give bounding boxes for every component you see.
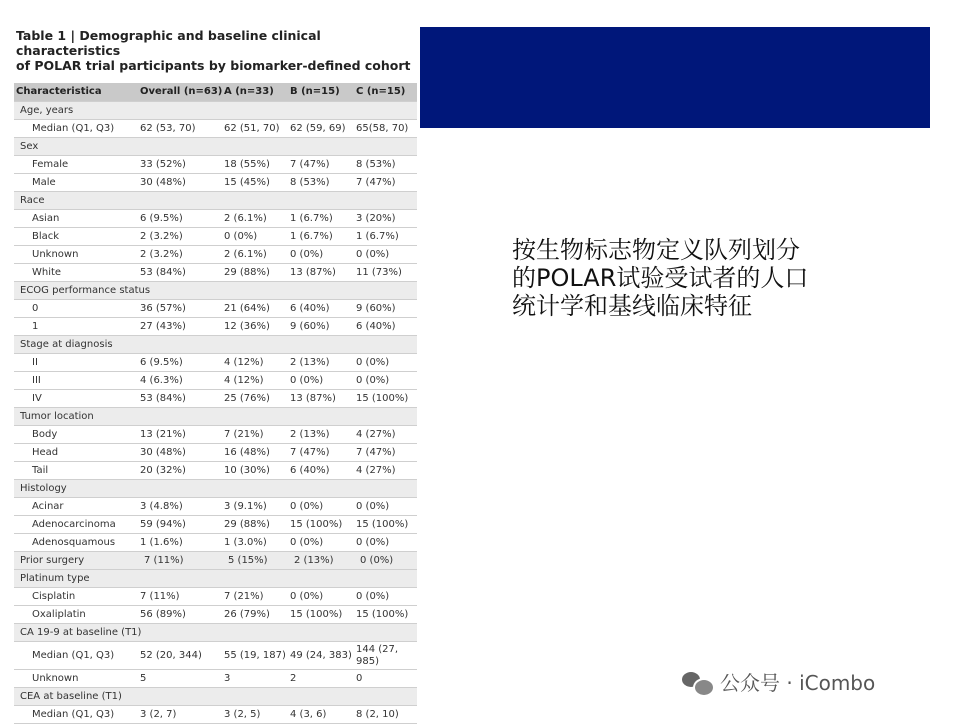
table-cell: Race: [14, 192, 417, 210]
table-cell: 6 (40%): [288, 462, 354, 480]
table-cell: 7 (47%): [288, 156, 354, 174]
watermark-text: 公众号 · iCombo: [720, 671, 876, 695]
table-cell: 9 (60%): [288, 318, 354, 336]
table-cell: 15 (45%): [222, 174, 288, 192]
table-cell: White: [14, 264, 138, 282]
table-cell: 27 (43%): [138, 318, 222, 336]
table-cell: CEA at baseline (T1): [14, 688, 417, 706]
table-cell: Tumor location: [14, 408, 417, 426]
table-cell: 6 (40%): [354, 318, 417, 336]
table-cell: 0 (0%): [354, 246, 417, 264]
table-row: [14, 138, 417, 156]
table-cell: 3 (4.8%): [138, 498, 222, 516]
table-title: Table 1 | Demographic and baseline clinical characteristics of POLAR trial participants by biomarker-defined cohort: [16, 28, 411, 73]
table-cell: 7 (21%): [222, 426, 288, 444]
table-cell: 13 (87%): [288, 264, 354, 282]
table-row: [14, 120, 417, 138]
table-cell: 1 (6.7%): [288, 210, 354, 228]
table-cell: 12 (36%): [222, 318, 288, 336]
table-cell: 3 (20%): [354, 210, 417, 228]
table-row: [14, 246, 417, 264]
table-cell: Adenocarcinoma: [14, 516, 138, 534]
table-cell: 0 (0%): [354, 588, 417, 606]
table-row: [14, 264, 417, 282]
table-cell: 0 (0%): [288, 372, 354, 390]
table-row: [14, 606, 417, 624]
table-cell: 0 (0%): [354, 354, 417, 372]
table-cell: 4 (27%): [354, 462, 417, 480]
table-row: [14, 228, 417, 246]
header-overall: Overall (n=63): [138, 83, 222, 102]
table-cell: 30 (48%): [138, 444, 222, 462]
table-cell: Male: [14, 174, 138, 192]
table-cell: II: [14, 354, 138, 372]
table-cell: 7 (11%): [138, 552, 222, 570]
table-cell: 0 (0%): [354, 498, 417, 516]
table-cell: 26 (79%): [222, 606, 288, 624]
watermark: [682, 667, 875, 696]
table-cell: 6 (40%): [288, 300, 354, 318]
table-cell: Median (Q1, Q3): [14, 642, 138, 670]
table-cell: Unknown: [14, 670, 138, 688]
table-cell: 62 (53, 70): [138, 120, 222, 138]
table-cell: 8 (2, 10): [354, 706, 417, 724]
table-cell: 11 (73%): [354, 264, 417, 282]
table-cell: 8 (53%): [354, 156, 417, 174]
table-cell: Median (Q1, Q3): [14, 120, 138, 138]
table-cell: 7 (47%): [354, 174, 417, 192]
table-cell: 10 (30%): [222, 462, 288, 480]
table-cell: 4 (3, 6): [288, 706, 354, 724]
table-cell: 65(58, 70): [354, 120, 417, 138]
table-cell: 8 (53%): [288, 174, 354, 192]
table-cell: 0 (0%): [354, 534, 417, 552]
table-cell: 0 (0%): [354, 372, 417, 390]
table-cell: 15 (100%): [354, 390, 417, 408]
table-row: [14, 462, 417, 480]
table-row: [14, 102, 417, 120]
table-cell: 20 (32%): [138, 462, 222, 480]
table-cell: 0 (0%): [288, 588, 354, 606]
table-row: [14, 408, 417, 426]
table-row: [14, 552, 417, 570]
table-panel: [14, 28, 417, 724]
table-cell: Adenosquamous: [14, 534, 138, 552]
table-cell: 6 (9.5%): [138, 354, 222, 372]
table-row: [14, 498, 417, 516]
table-cell: Platinum type: [14, 570, 417, 588]
table-cell: 3 (2, 5): [222, 706, 288, 724]
table-cell: 1: [14, 318, 138, 336]
table-cell: 59 (94%): [138, 516, 222, 534]
chinese-caption: 按生物标志物定义队列划分的POLAR试验受试者的人口统计学和基线临床特征: [512, 236, 809, 320]
table-cell: 29 (88%): [222, 516, 288, 534]
table-cell: Prior surgery: [14, 552, 138, 570]
table-cell: 15 (100%): [354, 606, 417, 624]
table-row: [14, 516, 417, 534]
table-cell: 49 (24, 383): [288, 642, 354, 670]
table-cell: IV: [14, 390, 138, 408]
table-cell: 2 (3.2%): [138, 228, 222, 246]
table-row: [14, 210, 417, 228]
table-cell: 21 (64%): [222, 300, 288, 318]
table-row: [14, 192, 417, 210]
table-row: [14, 706, 417, 724]
table-cell: 62 (59, 69): [288, 120, 354, 138]
table-cell: 0 (0%): [288, 498, 354, 516]
table-cell: 0 (0%): [222, 228, 288, 246]
table-cell: 5: [138, 670, 222, 688]
table-cell: Head: [14, 444, 138, 462]
table-cell: 2 (13%): [288, 354, 354, 372]
table-cell: 33 (52%): [138, 156, 222, 174]
table-cell: 29 (88%): [222, 264, 288, 282]
table-cell: 0 (0%): [288, 534, 354, 552]
table-cell: 7 (21%): [222, 588, 288, 606]
table-cell: 52 (20, 344): [138, 642, 222, 670]
table-cell: Cisplatin: [14, 588, 138, 606]
table-row: [14, 300, 417, 318]
table-cell: 13 (87%): [288, 390, 354, 408]
table-cell: 9 (60%): [354, 300, 417, 318]
table-cell: Median (Q1, Q3): [14, 706, 138, 724]
table-cell: Black: [14, 228, 138, 246]
table-cell: 7 (47%): [354, 444, 417, 462]
table-cell: Unknown: [14, 246, 138, 264]
table-cell: 62 (51, 70): [222, 120, 288, 138]
table-cell: 0 (0%): [354, 552, 417, 570]
table-cell: 15 (100%): [288, 516, 354, 534]
table-cell: 53 (84%): [138, 264, 222, 282]
table-cell: 0: [14, 300, 138, 318]
header-cohort-c: C (n=15): [354, 83, 417, 102]
table-cell: Oxaliplatin: [14, 606, 138, 624]
table-cell: 30 (48%): [138, 174, 222, 192]
table-cell: 3: [222, 670, 288, 688]
table-row: [14, 642, 417, 670]
table-cell: 1 (3.0%): [222, 534, 288, 552]
header-cohort-b: B (n=15): [288, 83, 354, 102]
table-body: [14, 102, 417, 724]
table-row: [14, 688, 417, 706]
table-cell: 144 (27, 985): [354, 642, 417, 670]
table-cell: 1 (6.7%): [288, 228, 354, 246]
table-row: [14, 156, 417, 174]
table-cell: Tail: [14, 462, 138, 480]
table-cell: Acinar: [14, 498, 138, 516]
table-row: [14, 670, 417, 688]
table-cell: 4 (6.3%): [138, 372, 222, 390]
table-cell: 4 (27%): [354, 426, 417, 444]
table-cell: 3 (2, 7): [138, 706, 222, 724]
table-cell: 56 (89%): [138, 606, 222, 624]
table-cell: 15 (100%): [288, 606, 354, 624]
table-row: [14, 354, 417, 372]
table-row: [14, 480, 417, 498]
table-row: [14, 624, 417, 642]
header-characteristic: Characteristica: [14, 83, 138, 102]
table-cell: 55 (19, 187): [222, 642, 288, 670]
table-cell: Age, years: [14, 102, 417, 120]
table-cell: 3 (9.1%): [222, 498, 288, 516]
table-cell: 5 (15%): [222, 552, 288, 570]
table-row: [14, 570, 417, 588]
table-cell: ECOG performance status: [14, 282, 417, 300]
table-cell: 2 (3.2%): [138, 246, 222, 264]
table-cell: 6 (9.5%): [138, 210, 222, 228]
wechat-icon: [682, 670, 712, 694]
table-cell: 0 (0%): [288, 246, 354, 264]
table-row: [14, 426, 417, 444]
table-cell: 36 (57%): [138, 300, 222, 318]
table-cell: Asian: [14, 210, 138, 228]
table-cell: Sex: [14, 138, 417, 156]
table-cell: Body: [14, 426, 138, 444]
table-cell: 2: [288, 670, 354, 688]
table-cell: Stage at diagnosis: [14, 336, 417, 354]
table-cell: 1 (1.6%): [138, 534, 222, 552]
table-cell: 16 (48%): [222, 444, 288, 462]
demographics-table: [14, 83, 417, 724]
table-cell: III: [14, 372, 138, 390]
table-cell: 18 (55%): [222, 156, 288, 174]
table-cell: 53 (84%): [138, 390, 222, 408]
table-row: [14, 444, 417, 462]
table-cell: 4 (12%): [222, 354, 288, 372]
table-cell: 2 (13%): [288, 552, 354, 570]
table-row: [14, 282, 417, 300]
header-cohort-a: A (n=33): [222, 83, 288, 102]
table-header-row: [14, 83, 417, 102]
table-row: [14, 588, 417, 606]
table-cell: 4 (12%): [222, 372, 288, 390]
table-row: [14, 336, 417, 354]
table-cell: 15 (100%): [354, 516, 417, 534]
table-cell: Female: [14, 156, 138, 174]
table-row: [14, 174, 417, 192]
table-cell: Histology: [14, 480, 417, 498]
table-cell: CA 19-9 at baseline (T1): [14, 624, 417, 642]
table-row: [14, 390, 417, 408]
table-row: [14, 318, 417, 336]
table-row: [14, 534, 417, 552]
blue-banner: [420, 27, 930, 128]
table-cell: 0: [354, 670, 417, 688]
table-cell: 2 (6.1%): [222, 246, 288, 264]
table-cell: 7 (11%): [138, 588, 222, 606]
table-cell: 2 (6.1%): [222, 210, 288, 228]
table-row: [14, 372, 417, 390]
table-cell: 13 (21%): [138, 426, 222, 444]
table-cell: 1 (6.7%): [354, 228, 417, 246]
table-cell: 2 (13%): [288, 426, 354, 444]
table-cell: 25 (76%): [222, 390, 288, 408]
table-cell: 7 (47%): [288, 444, 354, 462]
